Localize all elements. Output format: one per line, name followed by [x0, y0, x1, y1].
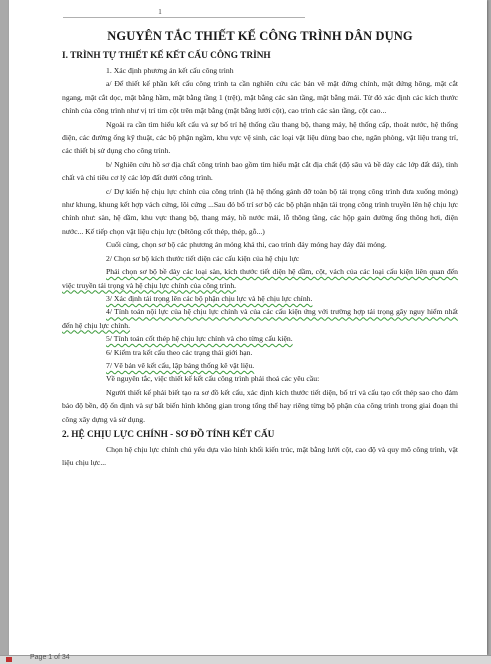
page-number: 1 [158, 8, 162, 16]
section-heading-2: 2. HỆ CHỊU LỰC CHÍNH - SƠ ĐỒ TÍNH KẾT CẤU [62, 429, 275, 440]
paragraph-principles: Về nguyên tắc, việc thiết kế kết cấu công trình phải thoả các yêu cầu: [106, 374, 320, 384]
paragraph-main-system: Chọn hệ chịu lực chính chủ yếu dựa vào hình khối kiến trúc, mặt bằng lưới cột, cao độ và quy mô công trình, vật liệu chịu lực... [62, 444, 458, 468]
step-7: 7/ Vẽ bản vẽ kết cấu, lập bảng thống kê vật liệu. [106, 360, 255, 370]
subheading-1: 1. Xác định phương án kết cấu công trình [106, 66, 234, 75]
paragraph-b: b/ Nghiên cứu hồ sơ địa chất công trình bao gồm tìm hiểu mặt cắt địa chất (độ sâu và bề dày các lớp đất đá), tính chất và chỉ tiêu cơ lý các lớp đất dưới công trình. [62, 159, 458, 183]
paragraph-a: a/ Để thiết kế phần kết cấu công trình ta cần nghiên cứu các bản vẽ mặt đứng chính, mặt đứng hông, mặt cắt ngang, mặt cắt dọc, mặt bằng hầm, mặt bằng tầng 1 (trệt), mặt bằng các sàn tầng, mặt bằng mái. Từ đó xác định các kích thước chính của công trình như vị trí tim cột trên mặt bằng (mặt bằng lưới cột), cao trình các sàn tầng, cột cao... [62, 79, 458, 116]
section-heading-1: I. TRÌNH TỰ THIẾT KẾ KẾT CẤU CÔNG TRÌNH [62, 51, 271, 61]
paragraph-designer: Người thiết kế phải biết tạo ra sơ đồ kết cấu, xác định kích thước tiết diện, bố trí và cấu tạo cốt thép sao cho đảm bảo độ bền, độ ổn định và sự bất biến hình không gian trong tổng thể hay riêng từng bộ phận của công trình trong giai đoạn thi công xây dựng và sử dụng. [62, 387, 458, 424]
paragraph-c: c/ Dự kiến hệ chịu lực chính của công trình (là hệ thống gánh đỡ toàn bộ tải trọng công trình đưa xuống móng) như khung, khung kết hợp vách cứng, lõi cứng ...Sau đó bố trí sơ bộ các bộ phận nhận tải trọng công trình truyền lên hệ chịu lực chính như: sàn, hệ dầm, khu vực thang bộ, thang máy, hồ nước mái, lỗ thông tầng, các hộp gain đường ống thông hơi, điện nước... Kế tiếp chọn vật liệu chịu lực (bêtông cốt thép, thép, gỗ...) [62, 186, 458, 236]
paragraph-section-sizing: Phải chọn sơ bộ bề dày các loại sàn, kích thước tiết diện hệ dầm, cột, vách của các loại cấu kiện liên quan đến việc truyền tải trọng và hệ chịu lực chính của công trình. [62, 267, 458, 290]
header-rule [63, 17, 305, 18]
document-title: NGUYÊN TẮC THIẾT KẾ CÔNG TRÌNH DÂN DỤNG [107, 29, 413, 43]
document-body[interactable] [62, 20, 458, 470]
paragraph-other-systems: Ngoài ra cần tìm hiểu kết cấu và sự bố trí hệ thống cầu thang bộ, thang máy, hệ thống cấp, thoát nước, hệ thống điện, các đường ống kỹ thuật, các bộ phận ngầm, khu vực vệ sinh, các loại vật liệu dùng bao che, ngăn phòng, vật liệu trang trí, các thiết bị sử dụng cho công trình. [62, 119, 458, 156]
step-5: 5/ Tính toán cốt thép hệ chịu lực chính và cho từng cấu kiện. [106, 334, 293, 344]
paragraph-foundation: Cuối cùng, chọn sơ bộ các phương án móng khả thi, cao trình đáy móng hay đáy đài móng. [106, 240, 387, 250]
step-6: 6/ Kiểm tra kết cấu theo các trạng thái giới hạn. [106, 347, 253, 357]
subheading-2: 2/ Chọn sơ bộ kích thước tiết diện các cấu kiện của hệ chịu lực [106, 253, 300, 263]
document-page [9, 0, 487, 655]
step-3: 3/ Xác định tải trọng lên các bộ phận chịu lực và hệ chịu lực chính. [106, 293, 313, 303]
status-page-indicator: Page 1 of 34 [30, 654, 70, 661]
document-icon [6, 657, 12, 662]
step-4: 4/ Tính toán nội lực của hệ chịu lực chính và của các cấu kiện ứng với trường hợp tải trọng gây nguy hiểm nhất đến hệ chịu lực chính. [62, 307, 458, 330]
